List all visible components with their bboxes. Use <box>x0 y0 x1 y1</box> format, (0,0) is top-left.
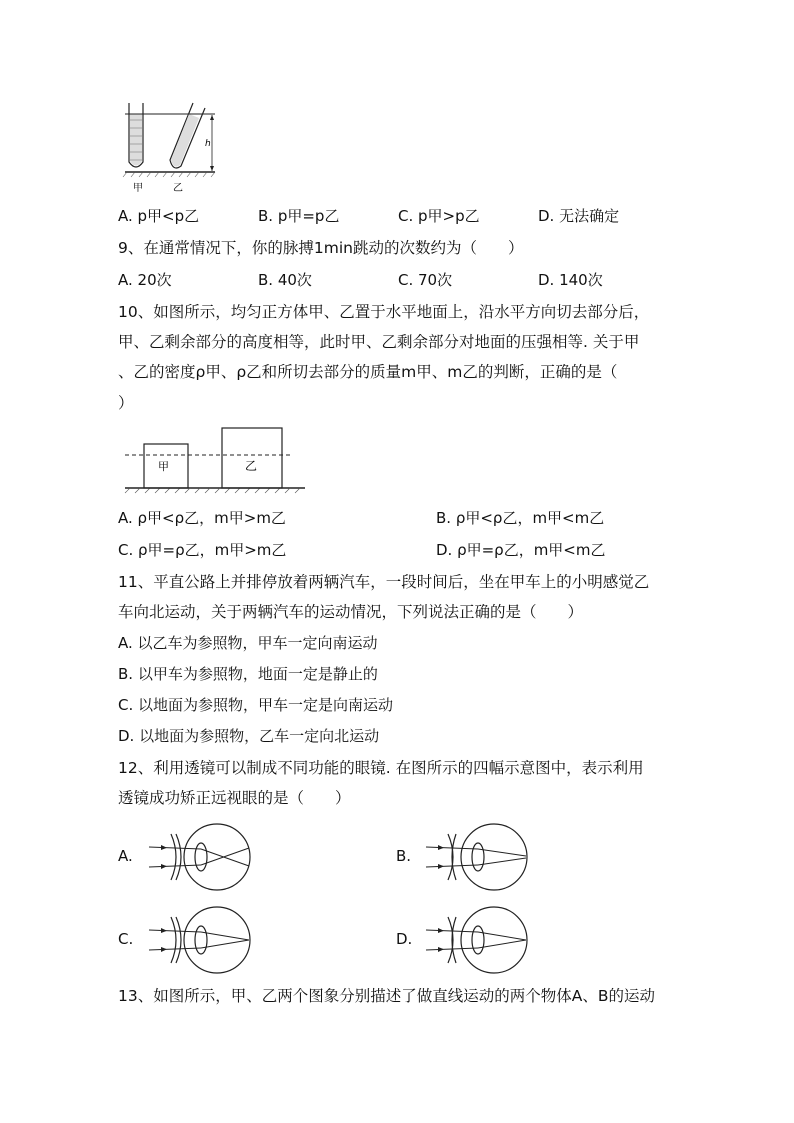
q9-option-a[interactable]: A. 20次 <box>118 271 172 289</box>
q12-stem-line1: 12、利用透镜可以制成不同功能的眼镜. 在图所示的四幅示意图中，表示利用 <box>118 759 644 777</box>
q8-jia-label: 甲 <box>133 183 143 194</box>
q10-stem-line2: 甲、乙剩余部分的高度相等，此时甲、乙剩余部分对地面的压强相等. 关于甲 <box>118 333 640 351</box>
q8-yi-label: 乙 <box>173 183 183 194</box>
q8-option-a[interactable]: A. p甲<p乙 <box>118 207 200 225</box>
q10-stem-line3: 、乙的密度ρ甲、ρ乙和所切去部分的质量m甲、m乙的判断，正确的是（ <box>118 363 618 381</box>
q10-option-b[interactable]: B. ρ甲<ρ乙，m甲<m乙 <box>436 509 605 527</box>
q13-stem-line1: 13、如图所示，甲、乙两个图象分别描述了做直线运动的两个物体A、B的运动 <box>118 987 655 1005</box>
q10-cubes-figure <box>120 422 310 496</box>
q12-eye-diagram-b <box>422 822 537 892</box>
q10-yi-label: 乙 <box>245 459 258 473</box>
q10-stem-line4: ） <box>118 394 134 412</box>
q12-stem-line2: 透镜成功矫正远视眼的是（ ） <box>118 789 351 807</box>
q12-eye-diagram-c <box>145 905 260 975</box>
q8-option-c[interactable]: C. p甲>p乙 <box>398 207 480 225</box>
q8-option-d[interactable]: D. 无法确定 <box>538 207 620 225</box>
q12-option-b[interactable]: B. <box>396 847 412 865</box>
q8-option-b[interactable]: B. p甲=p乙 <box>258 207 340 225</box>
q10-option-d[interactable]: D. ρ甲=ρ乙，m甲<m乙 <box>436 541 606 559</box>
q12-option-c[interactable]: C. <box>118 930 134 948</box>
q12-option-d[interactable]: D. <box>396 930 413 948</box>
q12-eye-diagram-a <box>145 822 260 892</box>
q11-option-b[interactable]: B. 以甲车为参照物，地面一定是静止的 <box>118 665 378 683</box>
q8-test-tube-figure <box>115 98 225 198</box>
q11-option-a[interactable]: A. 以乙车为参照物，甲车一定向南运动 <box>118 634 378 652</box>
q12-eye-diagram-d <box>422 905 537 975</box>
q9-option-d[interactable]: D. 140次 <box>538 271 603 289</box>
q11-stem-line2: 车向北运动，关于两辆汽车的运动情况，下列说法正确的是（ ） <box>118 603 584 621</box>
q12-option-a[interactable]: A. <box>118 847 133 865</box>
q8-h-label: h <box>205 139 211 149</box>
q10-option-a[interactable]: A. ρ甲<ρ乙，m甲>m乙 <box>118 509 286 527</box>
q10-jia-label: 甲 <box>158 460 169 473</box>
q10-stem-line1: 10、如图所示，均匀正方体甲、乙置于水平地面上，沿水平方向切去部分后， <box>118 303 650 321</box>
q9-option-b[interactable]: B. 40次 <box>258 271 312 289</box>
q9-option-c[interactable]: C. 70次 <box>398 271 453 289</box>
q10-option-c[interactable]: C. ρ甲=ρ乙，m甲>m乙 <box>118 541 287 559</box>
q11-option-d[interactable]: D. 以地面为参照物，乙车一定向北运动 <box>118 727 380 745</box>
q11-option-c[interactable]: C. 以地面为参照物，甲车一定是向南运动 <box>118 696 394 714</box>
q9-stem: 9、在通常情况下，你的脉搏1min跳动的次数约为（ ） <box>118 239 524 257</box>
q11-stem-line1: 11、平直公路上并排停放着两辆汽车，一段时间后，坐在甲车上的小明感觉乙 <box>118 573 650 591</box>
